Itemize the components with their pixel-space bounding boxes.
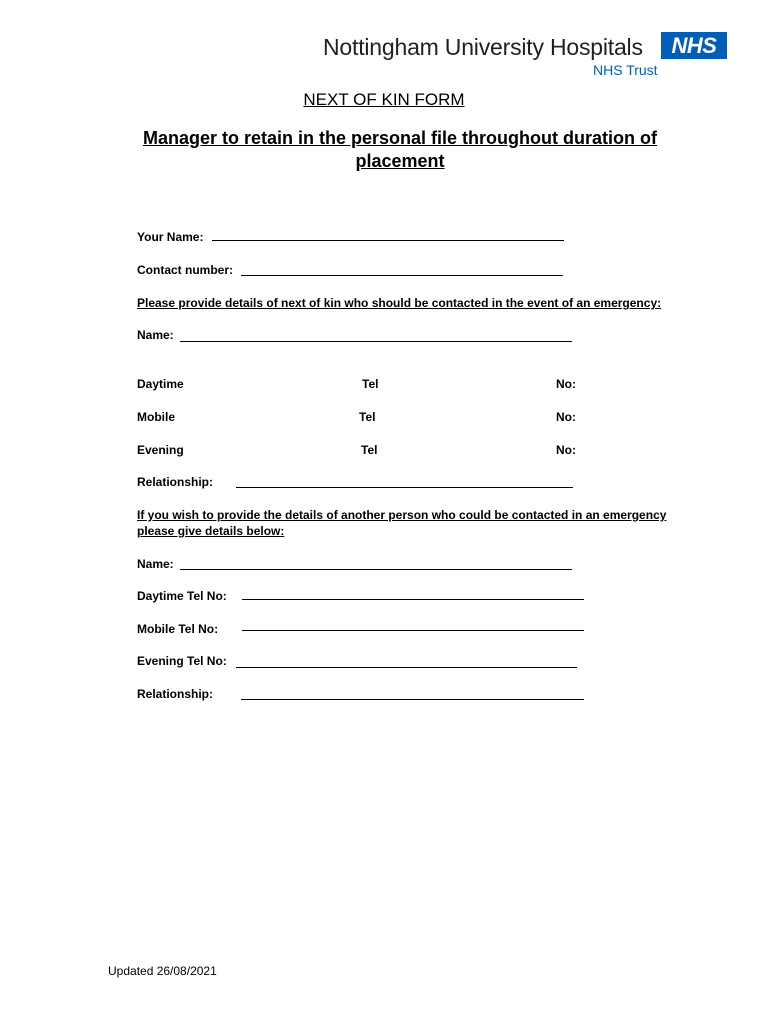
- nhs-logo-text: NHS: [671, 33, 717, 58]
- your-name-field[interactable]: [212, 240, 564, 241]
- nok-evening-label: Evening: [137, 443, 184, 457]
- your-name-label: Your Name:: [137, 230, 204, 244]
- nok-relationship-label: Relationship:: [137, 475, 214, 489]
- contact-number-field[interactable]: [241, 275, 563, 276]
- second-relationship-field[interactable]: [241, 699, 584, 700]
- second-evening-label: Evening Tel No:: [137, 654, 227, 668]
- second-mobile-field[interactable]: [242, 630, 584, 631]
- second-name-field[interactable]: [180, 569, 572, 570]
- nok-daytime-tel-label: Tel: [362, 377, 379, 391]
- second-mobile-label: Mobile Tel No:: [137, 622, 219, 636]
- form-subtitle: Manager to retain in the personal file throughout duration of placement: [142, 128, 657, 171]
- organisation-name: Nottingham University Hospitals: [323, 34, 643, 60]
- nok-name-label: Name:: [137, 328, 174, 342]
- nok-daytime-label: Daytime: [137, 377, 184, 391]
- nok-name-field[interactable]: [180, 341, 572, 342]
- trust-name: NHS Trust: [593, 62, 658, 78]
- second-contact-instruction: If you wish to provide the details of another person who could be contacted in an emergency please give details below:: [137, 508, 667, 538]
- second-daytime-field[interactable]: [242, 599, 584, 600]
- form-title: NEXT OF KIN FORM: [303, 90, 465, 109]
- nok-daytime-no-label: No:: [556, 377, 576, 391]
- nok-instruction: Please provide details of next of kin who should be contacted in the event of an emergency:: [137, 296, 662, 310]
- contact-number-label: Contact number:: [137, 263, 233, 277]
- updated-date: Updated 26/08/2021: [108, 964, 217, 978]
- nok-evening-no-label: No:: [556, 443, 576, 457]
- second-daytime-label: Daytime Tel No:: [137, 589, 227, 603]
- nok-mobile-tel-label: Tel: [359, 410, 376, 424]
- second-relationship-label: Relationship:: [137, 687, 214, 701]
- nok-relationship-field[interactable]: [236, 487, 573, 488]
- second-name-label: Name:: [137, 557, 174, 571]
- nok-mobile-no-label: No:: [556, 410, 576, 424]
- nhs-logo: [661, 32, 727, 59]
- second-evening-field[interactable]: [236, 667, 577, 668]
- nok-mobile-label: Mobile: [137, 410, 175, 424]
- nok-evening-tel-label: Tel: [361, 443, 378, 457]
